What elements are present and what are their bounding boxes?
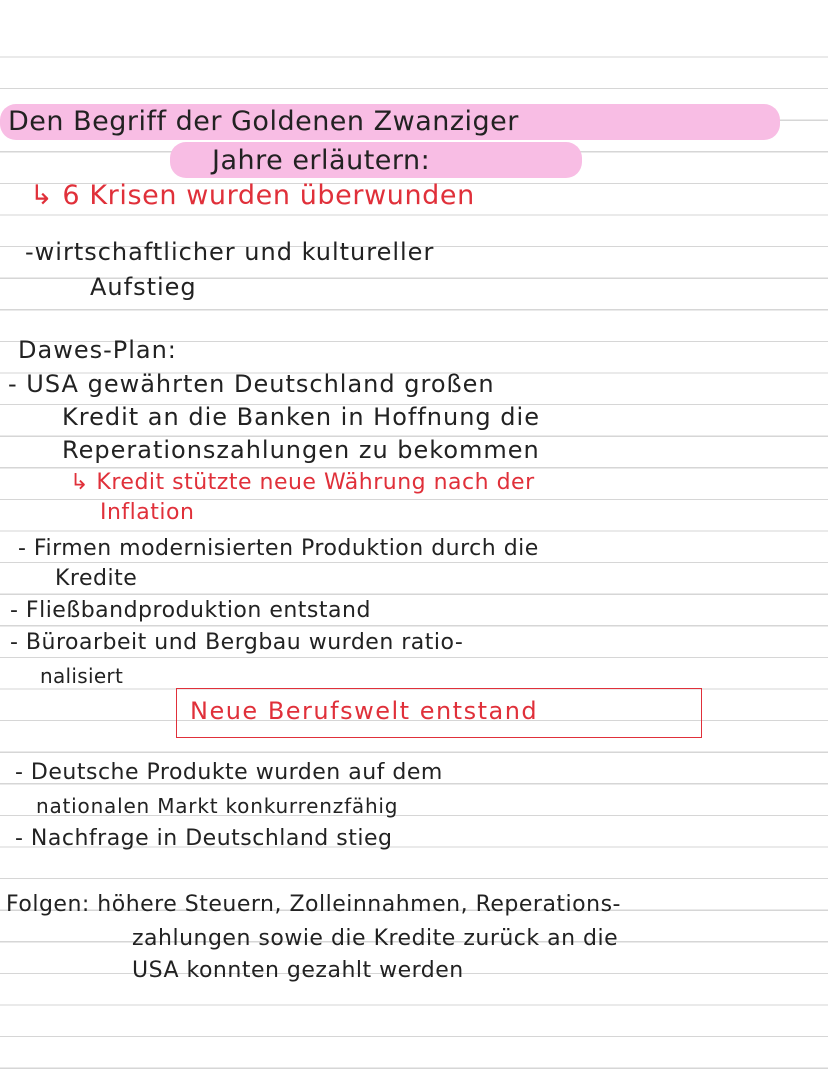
consequences-line-2: zahlungen sowie die Kredite zurück an die [132, 926, 619, 951]
assembly-line-point: - Fließbandproduktion entstand [10, 598, 371, 623]
consequences-line-1: Folgen: höhere Steuern, Zolleinnahmen, Reperations- [6, 892, 621, 917]
firms-line-2: Kredite [55, 566, 138, 591]
dawes-plan-heading: Dawes-Plan: [18, 336, 177, 364]
dawes-point-2: Kredit an die Banken in Hoffnung die [62, 403, 540, 431]
firms-line-1: - Firmen modernisierten Produktion durch die [18, 536, 539, 561]
boxed-callout-text: Neue Berufswelt entstand [190, 697, 539, 725]
products-line-2: nationalen Markt konkurrenzfähig [36, 794, 399, 818]
products-line-3: - Nachfrage in Deutschland stieg [15, 826, 393, 851]
consequences-line-3: USA konnten gezahlt werden [132, 958, 464, 983]
intro-line-2: Aufstieg [90, 273, 197, 301]
arrow-crises-overcome: ↳ 6 Krisen wurden überwunden [30, 180, 475, 211]
page-title-line-1: Den Begriff der Goldenen Zwanziger [8, 106, 519, 137]
dawes-note-line-1: ↳ Kredit stützte neue Währung nach der [70, 470, 535, 495]
dawes-point-3: Reperationszahlungen zu bekommen [62, 436, 540, 464]
dawes-note-line-2: Inflation [100, 500, 195, 525]
intro-line-1: -wirtschaftlicher und kultureller [25, 238, 435, 266]
office-line-1: - Büroarbeit und Bergbau wurden ratio- [10, 630, 464, 655]
page-title-line-2: Jahre erläutern: [212, 145, 431, 176]
products-line-1: - Deutsche Produkte wurden auf dem [15, 760, 443, 785]
office-line-2: nalisiert [40, 664, 124, 688]
dawes-point-1: - USA gewährten Deutschland großen [8, 370, 495, 398]
